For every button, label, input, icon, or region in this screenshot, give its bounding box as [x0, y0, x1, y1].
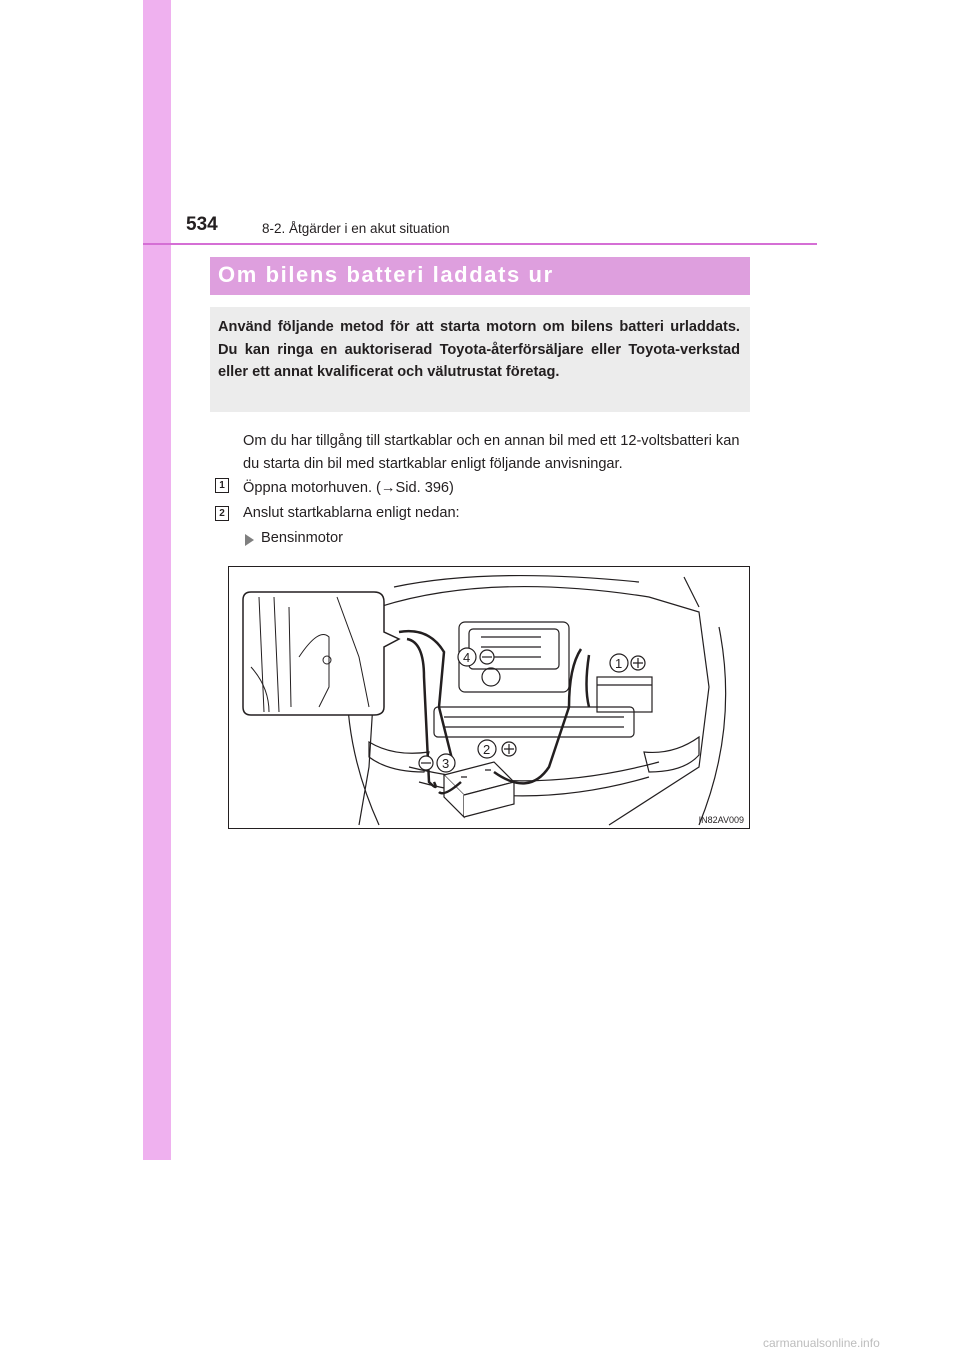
header-divider — [143, 243, 817, 245]
callout-1: 1 — [615, 656, 623, 671]
jump-start-illustration — [228, 566, 750, 829]
figure-code: IN82AV009 — [698, 815, 744, 825]
footer-watermark: carmanualsonline.info — [763, 1336, 880, 1350]
bullet-label: Bensinmotor — [261, 530, 343, 546]
callout-4: 4 — [463, 650, 471, 665]
callout-3: 3 — [442, 756, 450, 771]
page-title: Om bilens batteri laddats ur — [218, 262, 554, 287]
callout-2: 2 — [483, 742, 491, 757]
step-text-1: Öppna motorhuven. (→Sid. 396) — [243, 480, 454, 496]
bullet-arrow-icon — [245, 534, 254, 546]
chapter-side-tab — [143, 0, 171, 1160]
section-heading: 8-2. Åtgärder i en akut situation — [262, 221, 450, 236]
step-text-2: Anslut startkablarna enligt nedan: — [243, 505, 460, 521]
engine-bay-drawing — [229, 567, 751, 830]
page-number: 534 — [186, 214, 218, 235]
step-number-2: 2 — [215, 506, 229, 521]
step-number-1: 1 — [215, 478, 229, 493]
intro-text: Använd följande metod för att starta motorn om bilens batteri urladdats. Du kan ringa en auktoriserad Toyota-återförsäljare eller Toyota-verkstad eller ett annat kvalificerat och välutrustat företag. — [218, 319, 740, 380]
body-paragraph: Om du har tillgång till startkablar och en annan bil med ett 12-voltsbatteri kan du starta din bil med startkablar enligt följande anvisningar. — [243, 433, 740, 472]
